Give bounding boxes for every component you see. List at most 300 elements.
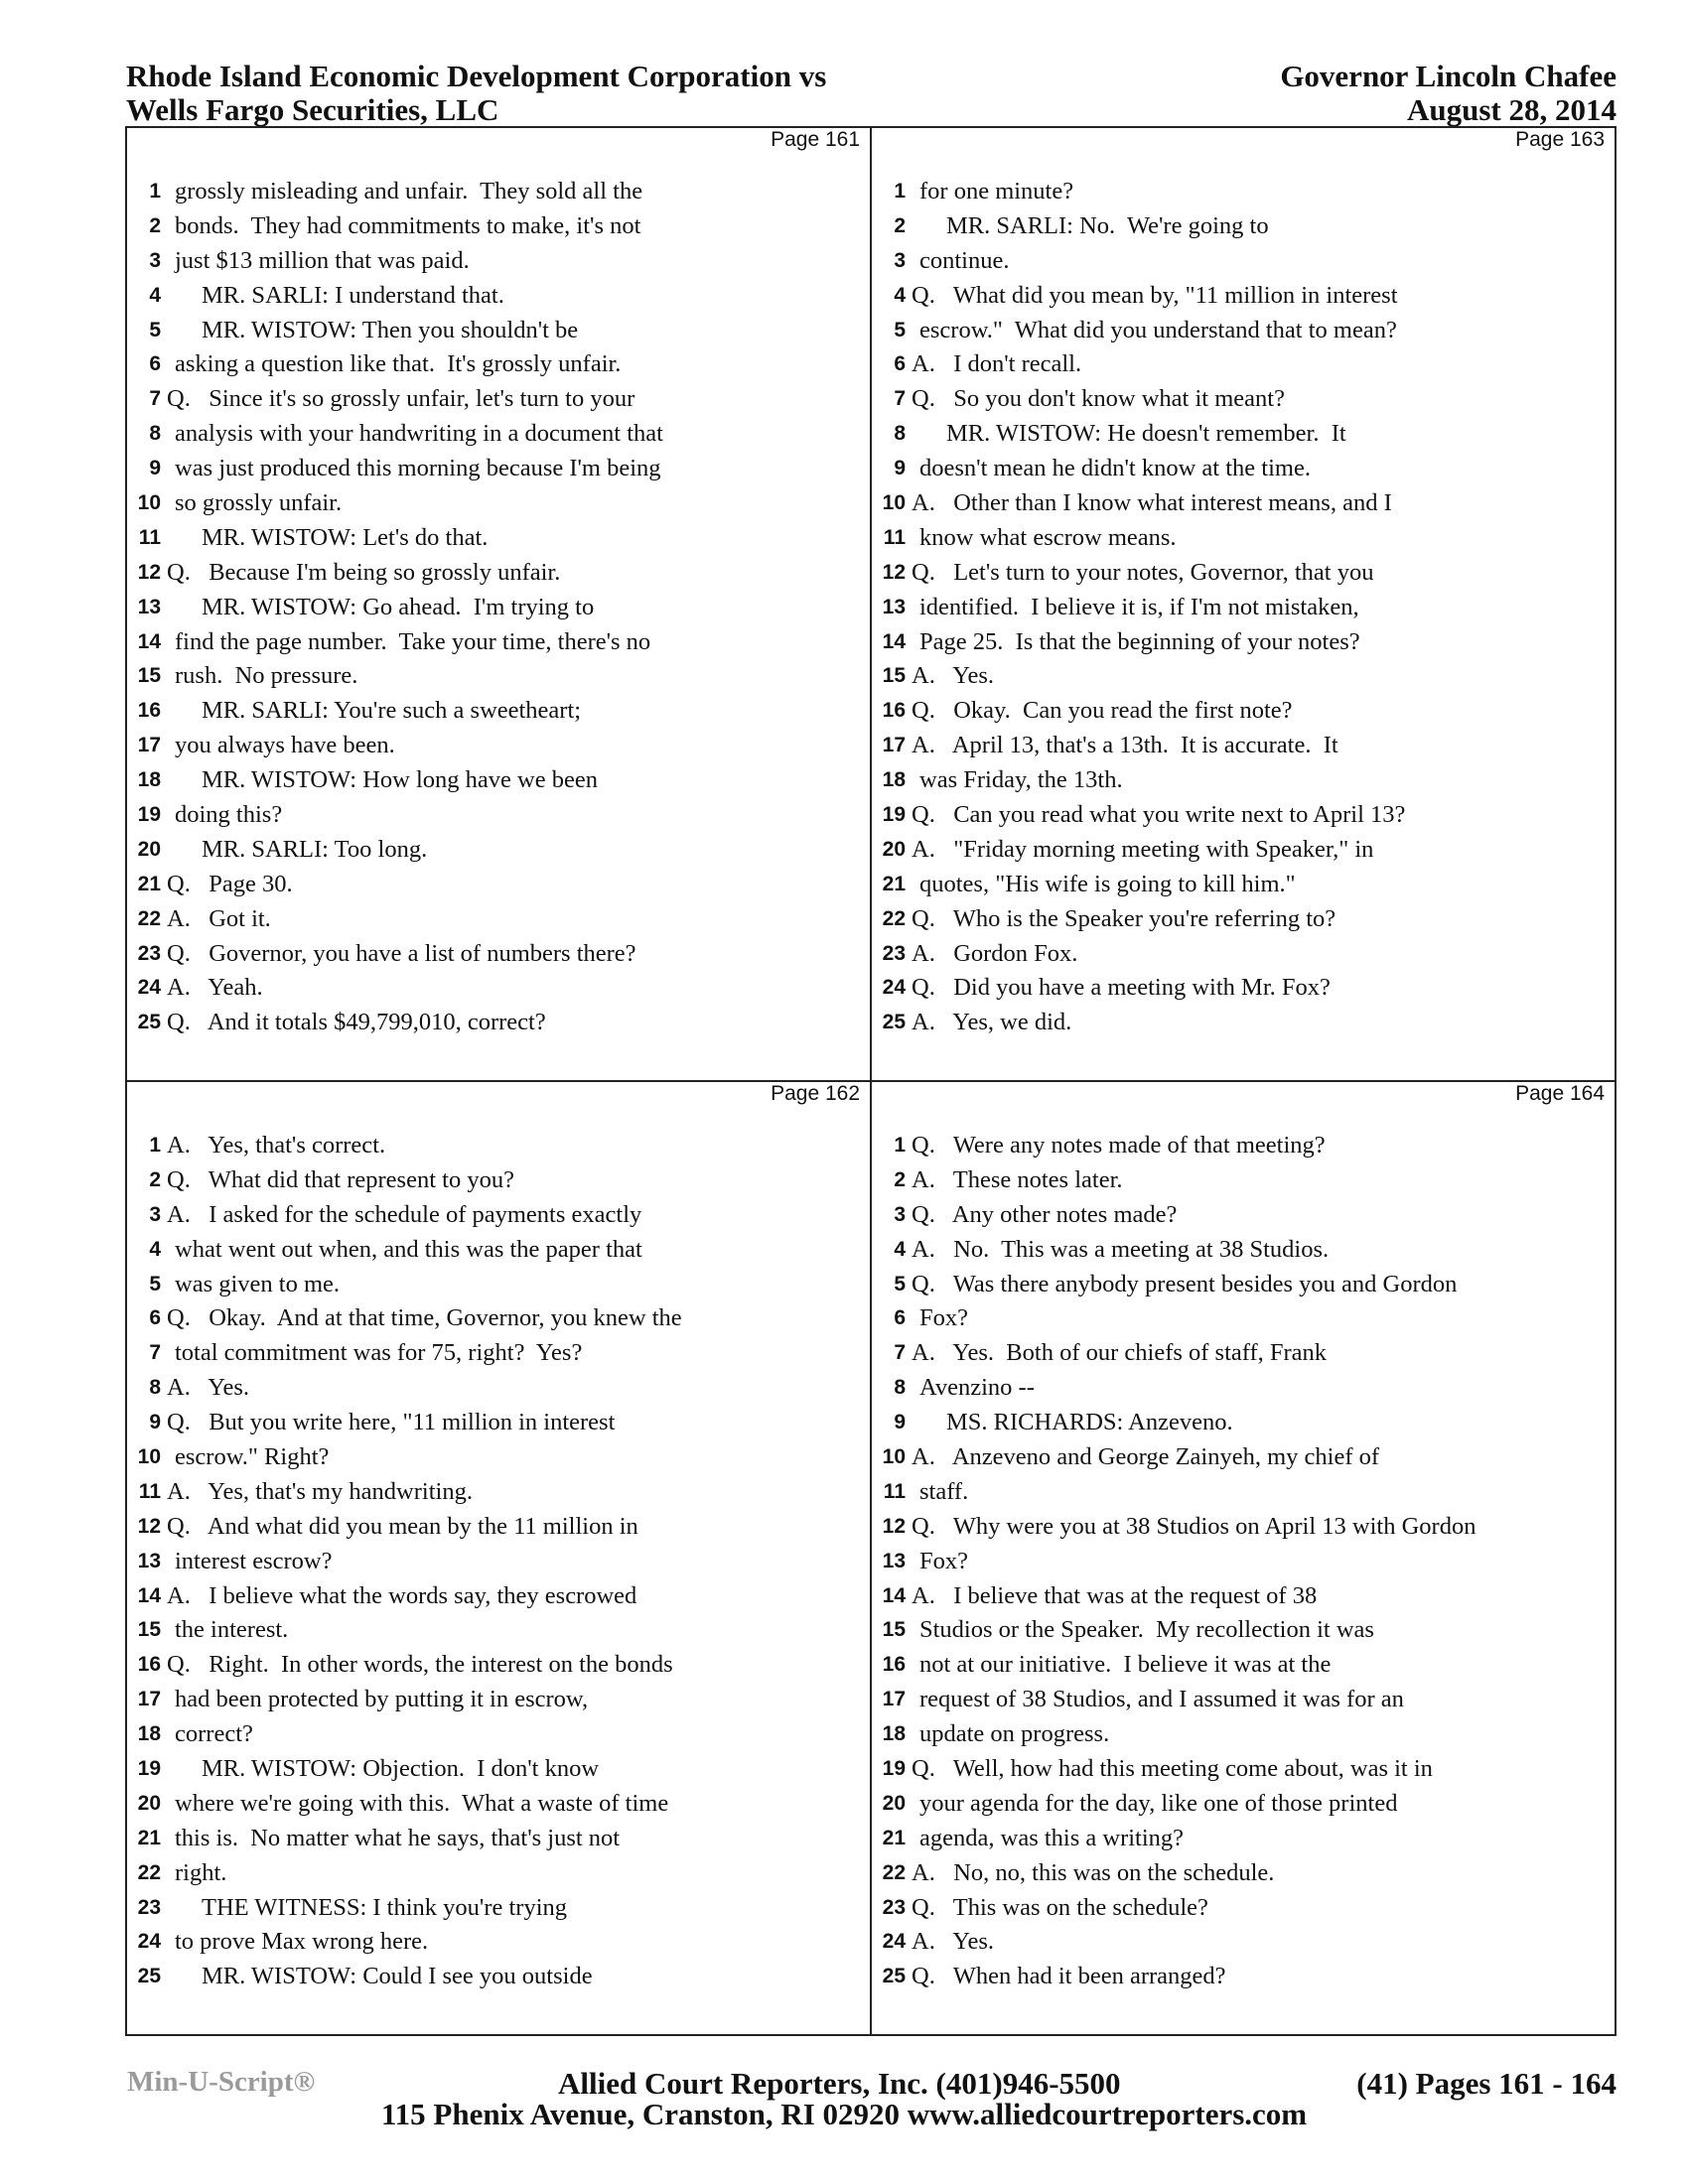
line-number: 11: [883, 525, 906, 549]
line-text: MR. WISTOW: Go ahead. I'm trying to: [202, 593, 595, 620]
line-number: 12: [882, 560, 906, 584]
line-number: 7: [894, 387, 906, 411]
transcript-line: [872, 486, 1615, 521]
transcript-line: [127, 729, 870, 763]
transcript-line: [127, 521, 870, 556]
line-text: escrow." Right?: [175, 1443, 330, 1471]
transcript-line: [127, 833, 870, 868]
transcript-line: [872, 244, 1615, 279]
transcript-line: [127, 244, 870, 279]
line-number: 20: [137, 837, 161, 861]
line-text: Q. What did that represent to you?: [167, 1165, 514, 1193]
line-text: update on progress.: [919, 1720, 1110, 1748]
line-text: where we're going with this. What a waste of time: [175, 1789, 669, 1817]
line-number: 2: [894, 213, 906, 237]
line-number: 22: [137, 1860, 161, 1884]
transcript-line: [872, 521, 1615, 556]
transcript-line: [127, 1717, 870, 1752]
line-number: 8: [149, 1376, 161, 1400]
line-number: 16: [137, 699, 161, 723]
line-number: 24: [137, 976, 161, 1000]
line-number: 10: [137, 1445, 161, 1469]
transcript-line: [872, 659, 1615, 694]
transcript-line: [872, 417, 1615, 452]
transcript-line: [872, 314, 1615, 348]
transcript-line: [127, 798, 870, 833]
transcript-line: [872, 902, 1615, 937]
line-text: Q. Because I'm being so grossly unfair.: [167, 558, 561, 586]
line-number: 5: [149, 1272, 161, 1296]
line-number: 3: [149, 1202, 161, 1226]
line-text: was Friday, the 13th.: [919, 766, 1123, 794]
transcript-line: [127, 314, 870, 348]
line-number: 11: [138, 1479, 161, 1503]
line-number: 16: [882, 1653, 906, 1677]
transcript-line: [872, 625, 1615, 660]
line-number: 15: [882, 1618, 906, 1642]
line-number: 25: [882, 1965, 906, 1988]
line-text: was just produced this morning because I'm being: [175, 455, 661, 482]
line-number: 5: [149, 318, 161, 341]
transcript-line: [872, 763, 1615, 798]
transcript-line: [127, 1129, 870, 1163]
line-number: 12: [137, 560, 161, 584]
transcript-lines: [127, 175, 870, 1040]
line-text: to prove Max wrong here.: [175, 1928, 429, 1956]
line-text: doing this?: [175, 801, 283, 829]
transcript-line: [127, 937, 870, 972]
line-number: 14: [137, 1583, 161, 1607]
line-number: 15: [882, 664, 906, 688]
line-text: MR. SARLI: You're such a sweetheart;: [202, 697, 582, 725]
transcript-line: [872, 1648, 1615, 1683]
line-text: Q. Any other notes made?: [912, 1200, 1178, 1228]
transcript-line: [127, 1006, 870, 1040]
line-text: MR. WISTOW: Then you shouldn't be: [202, 316, 579, 343]
line-text: what went out when, and this was the paper that: [175, 1235, 642, 1263]
transcript-line: [872, 1613, 1615, 1648]
transcript-line: [127, 417, 870, 452]
line-number: 4: [149, 283, 161, 307]
transcript-line: [127, 452, 870, 486]
transcript-line: [127, 1371, 870, 1406]
line-text: the interest.: [175, 1616, 289, 1644]
line-text: Q. Let's turn to your notes, Governor, that you: [912, 558, 1374, 586]
transcript-line: [127, 556, 870, 591]
transcript-line: [872, 347, 1615, 382]
transcript-line: [127, 1925, 870, 1960]
line-text: Fox?: [919, 1304, 968, 1332]
line-text: A. April 13, that's a 13th. It is accurate. It: [912, 732, 1338, 759]
transcript-line: [127, 1198, 870, 1233]
line-text: Q. But you write here, "11 million in interest: [167, 1409, 616, 1436]
line-text: quotes, "His wife is going to kill him.": [919, 870, 1296, 897]
line-number: 19: [137, 803, 161, 827]
line-text: A. Yes. Both of our chiefs of staff, Frank: [912, 1339, 1328, 1367]
line-text: analysis with your handwriting in a document that: [175, 420, 663, 448]
line-text: had been protected by putting it in escrow,: [175, 1686, 589, 1713]
transcript-line: [872, 1960, 1615, 1994]
line-number: 7: [149, 1341, 161, 1365]
line-number: 4: [149, 1237, 161, 1261]
line-text: MR. WISTOW: How long have we been: [202, 766, 598, 794]
line-text: Page 25. Is that the beginning of your notes?: [919, 627, 1360, 655]
line-text: A. Gordon Fox.: [912, 939, 1078, 967]
transcript-line: [872, 279, 1615, 314]
line-number: 11: [883, 1479, 906, 1503]
line-text: Q. Can you read what you write next to April 13?: [912, 801, 1406, 829]
line-text: A. I asked for the schedule of payments exactly: [167, 1200, 642, 1228]
line-number: 20: [882, 1791, 906, 1815]
page-number-label: Page 163: [1515, 128, 1605, 151]
line-number: 5: [894, 318, 906, 341]
line-number: 24: [882, 976, 906, 1000]
transcript-line: [872, 798, 1615, 833]
transcript-line: [872, 1371, 1615, 1406]
line-number: 19: [882, 1757, 906, 1781]
line-text: A. Yes.: [167, 1374, 250, 1402]
line-text: Q. Okay. Can you read the first note?: [912, 697, 1293, 725]
line-text: so grossly unfair.: [175, 489, 343, 517]
transcript-line: [127, 1613, 870, 1648]
transcript-line: [872, 1198, 1615, 1233]
line-text: MR. WISTOW: He doesn't remember. It: [946, 420, 1346, 448]
line-text: Q. And what did you mean by the 11 million in: [167, 1512, 638, 1540]
line-number: 18: [882, 1722, 906, 1746]
transcript-page: [872, 128, 1615, 1081]
line-number: 12: [137, 1514, 161, 1538]
line-text: Q. Since it's so grossly unfair, let's turn to your: [167, 385, 635, 413]
line-number: 21: [882, 872, 906, 895]
line-number: 24: [137, 1930, 161, 1954]
line-number: 22: [882, 1860, 906, 1884]
transcript-line: [872, 1129, 1615, 1163]
line-text: you always have been.: [175, 732, 395, 759]
transcript-line: [127, 1163, 870, 1198]
transcript-line: [872, 729, 1615, 763]
line-number: 23: [882, 1895, 906, 1919]
line-text: Q. Was there anybody present besides you and Gordon: [912, 1270, 1458, 1297]
transcript-line: [127, 209, 870, 244]
line-number: 1: [894, 1134, 906, 1157]
line-number: 2: [894, 1167, 906, 1191]
line-text: Q. And it totals $49,799,010, correct?: [167, 1009, 546, 1036]
line-text: Q. Who is the Speaker you're referring to?: [912, 904, 1336, 932]
line-number: 3: [894, 248, 906, 272]
line-text: MR. WISTOW: Let's do that.: [202, 523, 489, 551]
line-number: 20: [137, 1791, 161, 1815]
line-number: 3: [149, 248, 161, 272]
transcript-page: [127, 128, 870, 1081]
transcript-line: [872, 556, 1615, 591]
line-number: 21: [882, 1826, 906, 1849]
transcript-line: [872, 1510, 1615, 1545]
line-text: Q. Well, how had this meeting come about, was it in: [912, 1755, 1433, 1783]
line-text: Q. Okay. And at that time, Governor, you knew the: [167, 1304, 682, 1332]
line-text: A. I believe that was at the request of 38: [912, 1581, 1318, 1609]
line-text: A. No, no, this was on the schedule.: [912, 1858, 1275, 1886]
transcript-line: [872, 1579, 1615, 1614]
line-number: 20: [882, 837, 906, 861]
deposition-date: August 28, 2014: [1406, 92, 1617, 127]
line-text: A. No. This was a meeting at 38 Studios.: [912, 1235, 1330, 1263]
transcript-line: [127, 1752, 870, 1787]
line-number: 17: [137, 734, 161, 757]
line-text: MR. SARLI: Too long.: [202, 835, 428, 863]
transcript-line: [127, 1406, 870, 1440]
line-number: 18: [137, 1722, 161, 1746]
line-number: 1: [149, 180, 161, 203]
line-number: 21: [137, 872, 161, 895]
transcript-page: [872, 1082, 1615, 2035]
transcript-line: [872, 209, 1615, 244]
transcript-line: [872, 1717, 1615, 1752]
line-text: A. "Friday morning meeting with Speaker," in: [912, 835, 1374, 863]
transcript-line: [872, 1336, 1615, 1371]
transcript-page: [127, 1082, 870, 2035]
transcript-line: [127, 279, 870, 314]
line-number: 22: [137, 906, 161, 930]
transcript-line: [127, 868, 870, 902]
line-text: escrow." What did you understand that to mean?: [919, 316, 1397, 343]
line-text: Q. Page 30.: [167, 870, 293, 897]
case-caption: [126, 60, 1020, 127]
line-text: Q. Right. In other words, the interest on the bonds: [167, 1651, 673, 1679]
line-number: 24: [882, 1930, 906, 1954]
transcript-line: [127, 1891, 870, 1926]
line-number: 8: [894, 422, 906, 446]
transcript-line: [127, 763, 870, 798]
line-number: 9: [149, 1411, 161, 1434]
transcript-line: [872, 1163, 1615, 1198]
footer-address: 115 Phenix Avenue, Cranston, RI 02920 www.alliedcourtreporters.com: [380, 2097, 1308, 2131]
line-text: asking a question like that. It's grossly unfair.: [175, 350, 622, 378]
transcript-line: [872, 452, 1615, 486]
line-text: Q. Why were you at 38 Studios on April 13 with Gordon: [912, 1512, 1477, 1540]
line-text: A. I don't recall.: [912, 350, 1082, 378]
line-number: 1: [149, 1134, 161, 1157]
footer-page-range: (41) Pages 161 - 164: [1356, 2066, 1617, 2101]
transcript-line: [872, 382, 1615, 417]
footer-company: Allied Court Reporters, Inc. (401)946-5500: [558, 2066, 1121, 2101]
page-number-label: Page 164: [1515, 1082, 1605, 1105]
transcript-line: [127, 1960, 870, 1994]
line-number: 23: [137, 941, 161, 965]
transcript-line: [872, 1891, 1615, 1926]
line-text: A. Got it.: [167, 904, 271, 932]
transcript-line: [127, 1856, 870, 1891]
transcript-line: [872, 1752, 1615, 1787]
page-number-label: Page 161: [771, 128, 860, 151]
line-number: 17: [137, 1688, 161, 1711]
transcript-line: [872, 694, 1615, 729]
line-number: 6: [894, 352, 906, 376]
line-number: 14: [882, 629, 906, 653]
line-number: 25: [882, 1011, 906, 1034]
line-text: correct?: [175, 1720, 253, 1748]
line-text: Q. This was on the schedule?: [912, 1893, 1208, 1921]
transcript-line: [872, 1925, 1615, 1960]
transcript-line: [127, 971, 870, 1006]
line-number: 9: [149, 457, 161, 480]
line-text: MR. WISTOW: Objection. I don't know: [202, 1755, 600, 1783]
line-number: 14: [882, 1583, 906, 1607]
line-number: 23: [882, 941, 906, 965]
deponent-caption: [1021, 60, 1617, 127]
line-number: 10: [882, 491, 906, 515]
transcript-line: [872, 1545, 1615, 1579]
line-text: A. These notes later.: [912, 1165, 1123, 1193]
line-number: 11: [138, 525, 161, 549]
line-number: 19: [882, 803, 906, 827]
transcript-line: [127, 175, 870, 209]
transcript-line: [127, 1233, 870, 1268]
transcript-line: [872, 175, 1615, 209]
footer-brand: Min-U-Script®: [127, 2066, 316, 2098]
line-text: Studios or the Speaker. My recollection it was: [919, 1616, 1374, 1644]
line-text: staff.: [919, 1477, 969, 1505]
transcript-line: [872, 1233, 1615, 1268]
transcript-line: [127, 1579, 870, 1614]
line-text: A. I believe what the words say, they escrowed: [167, 1581, 637, 1609]
line-number: 13: [137, 1549, 161, 1572]
line-number: 4: [894, 283, 906, 307]
transcript-line: [872, 1475, 1615, 1510]
line-text: just $13 million that was paid.: [175, 246, 470, 274]
line-text: Q. Governor, you have a list of numbers there?: [167, 939, 636, 967]
transcript-line: [872, 1406, 1615, 1440]
line-number: 25: [137, 1011, 161, 1034]
line-text: was given to me.: [175, 1270, 341, 1297]
line-text: Q. What did you mean by, "11 million in interest: [912, 281, 1398, 309]
transcript-line: [127, 382, 870, 417]
line-text: grossly misleading and unfair. They sold all the: [175, 178, 643, 205]
transcript-line: [127, 1648, 870, 1683]
line-number: 16: [882, 699, 906, 723]
line-number: 19: [137, 1757, 161, 1781]
transcript-lines: [872, 175, 1615, 1040]
line-number: 10: [882, 1445, 906, 1469]
transcript-line: [872, 591, 1615, 625]
line-number: 15: [137, 1618, 161, 1642]
transcript-line: [872, 1268, 1615, 1302]
case-caption-line1: Rhode Island Economic Development Corporation vs: [126, 59, 827, 93]
line-number: 4: [894, 1237, 906, 1261]
transcript-line: [872, 971, 1615, 1006]
line-text: Q. So you don't know what it meant?: [912, 385, 1285, 413]
transcript-line: [127, 1510, 870, 1545]
line-number: 16: [137, 1653, 161, 1677]
line-text: for one minute?: [919, 178, 1074, 205]
line-number: 6: [149, 352, 161, 376]
transcript-line: [872, 937, 1615, 972]
line-number: 1: [894, 180, 906, 203]
line-text: A. Yes, that's correct.: [167, 1132, 386, 1159]
line-text: MS. RICHARDS: Anzeveno.: [946, 1409, 1233, 1436]
transcript-line: [127, 659, 870, 694]
line-number: 14: [137, 629, 161, 653]
line-number: 18: [137, 768, 161, 792]
transcript-line: [127, 1440, 870, 1475]
line-text: A. Yeah.: [167, 974, 263, 1002]
case-caption-line2: Wells Fargo Securities, LLC: [126, 92, 499, 127]
transcript-line: [127, 625, 870, 660]
transcript-line: [872, 1856, 1615, 1891]
line-text: know what escrow means.: [919, 523, 1177, 551]
line-number: 12: [882, 1514, 906, 1538]
line-text: A. Yes.: [912, 1928, 995, 1956]
line-text: Q. Did you have a meeting with Mr. Fox?: [912, 974, 1331, 1002]
line-text: MR. SARLI: No. We're going to: [946, 211, 1269, 239]
line-number: 7: [894, 1341, 906, 1365]
deponent-name: Governor Lincoln Chafee: [1280, 59, 1617, 93]
line-text: bonds. They had commitments to make, it's not: [175, 211, 641, 239]
transcript-line: [127, 1301, 870, 1336]
line-number: 13: [137, 595, 161, 618]
line-text: A. Other than I know what interest means, and I: [912, 489, 1392, 517]
line-number: 13: [882, 595, 906, 618]
transcript-line: [127, 1475, 870, 1510]
line-text: request of 38 Studios, and I assumed it was for an: [919, 1686, 1404, 1713]
line-number: 25: [137, 1965, 161, 1988]
transcript-line: [872, 833, 1615, 868]
transcript-line: [127, 1545, 870, 1579]
line-text: A. Anzeveno and George Zainyeh, my chief of: [912, 1443, 1380, 1471]
line-text: identified. I believe it is, if I'm not mistaken,: [919, 593, 1359, 620]
line-text: agenda, was this a writing?: [919, 1824, 1185, 1851]
transcript-line: [872, 1301, 1615, 1336]
line-text: A. Yes, that's my handwriting.: [167, 1477, 473, 1505]
line-number: 23: [137, 1895, 161, 1919]
transcript-line: [872, 1440, 1615, 1475]
line-text: A. Yes, we did.: [912, 1009, 1072, 1036]
transcript-line: [127, 591, 870, 625]
line-number: 2: [149, 213, 161, 237]
line-text: find the page number. Take your time, there's no: [175, 627, 651, 655]
line-number: 8: [149, 422, 161, 446]
line-text: A. Yes.: [912, 662, 995, 690]
line-text: this is. No matter what he says, that's just not: [175, 1824, 621, 1851]
line-number: 7: [149, 387, 161, 411]
line-number: 6: [894, 1306, 906, 1330]
transcript-lines: [127, 1129, 870, 1994]
line-number: 9: [894, 457, 906, 480]
line-number: 5: [894, 1272, 906, 1296]
line-text: continue.: [919, 246, 1010, 274]
line-text: rush. No pressure.: [175, 662, 358, 690]
line-number: 13: [882, 1549, 906, 1572]
line-number: 17: [882, 734, 906, 757]
line-number: 21: [137, 1826, 161, 1849]
transcript-line: [127, 694, 870, 729]
transcript-line: [127, 1683, 870, 1717]
transcript-line: [872, 1683, 1615, 1717]
line-text: MR. SARLI: I understand that.: [202, 281, 504, 309]
transcript-line: [127, 1268, 870, 1302]
transcript-line: [872, 1006, 1615, 1040]
transcript-line: [127, 1822, 870, 1856]
line-text: right.: [175, 1858, 227, 1886]
page-number-label: Page 162: [771, 1082, 860, 1105]
line-number: 17: [882, 1688, 906, 1711]
line-number: 22: [882, 906, 906, 930]
line-number: 10: [137, 491, 161, 515]
line-text: your agenda for the day, like one of those printed: [919, 1789, 1398, 1817]
line-text: MR. WISTOW: Could I see you outside: [202, 1963, 593, 1990]
transcript-line: [127, 347, 870, 382]
transcript-line: [872, 868, 1615, 902]
line-text: interest escrow?: [175, 1547, 333, 1574]
